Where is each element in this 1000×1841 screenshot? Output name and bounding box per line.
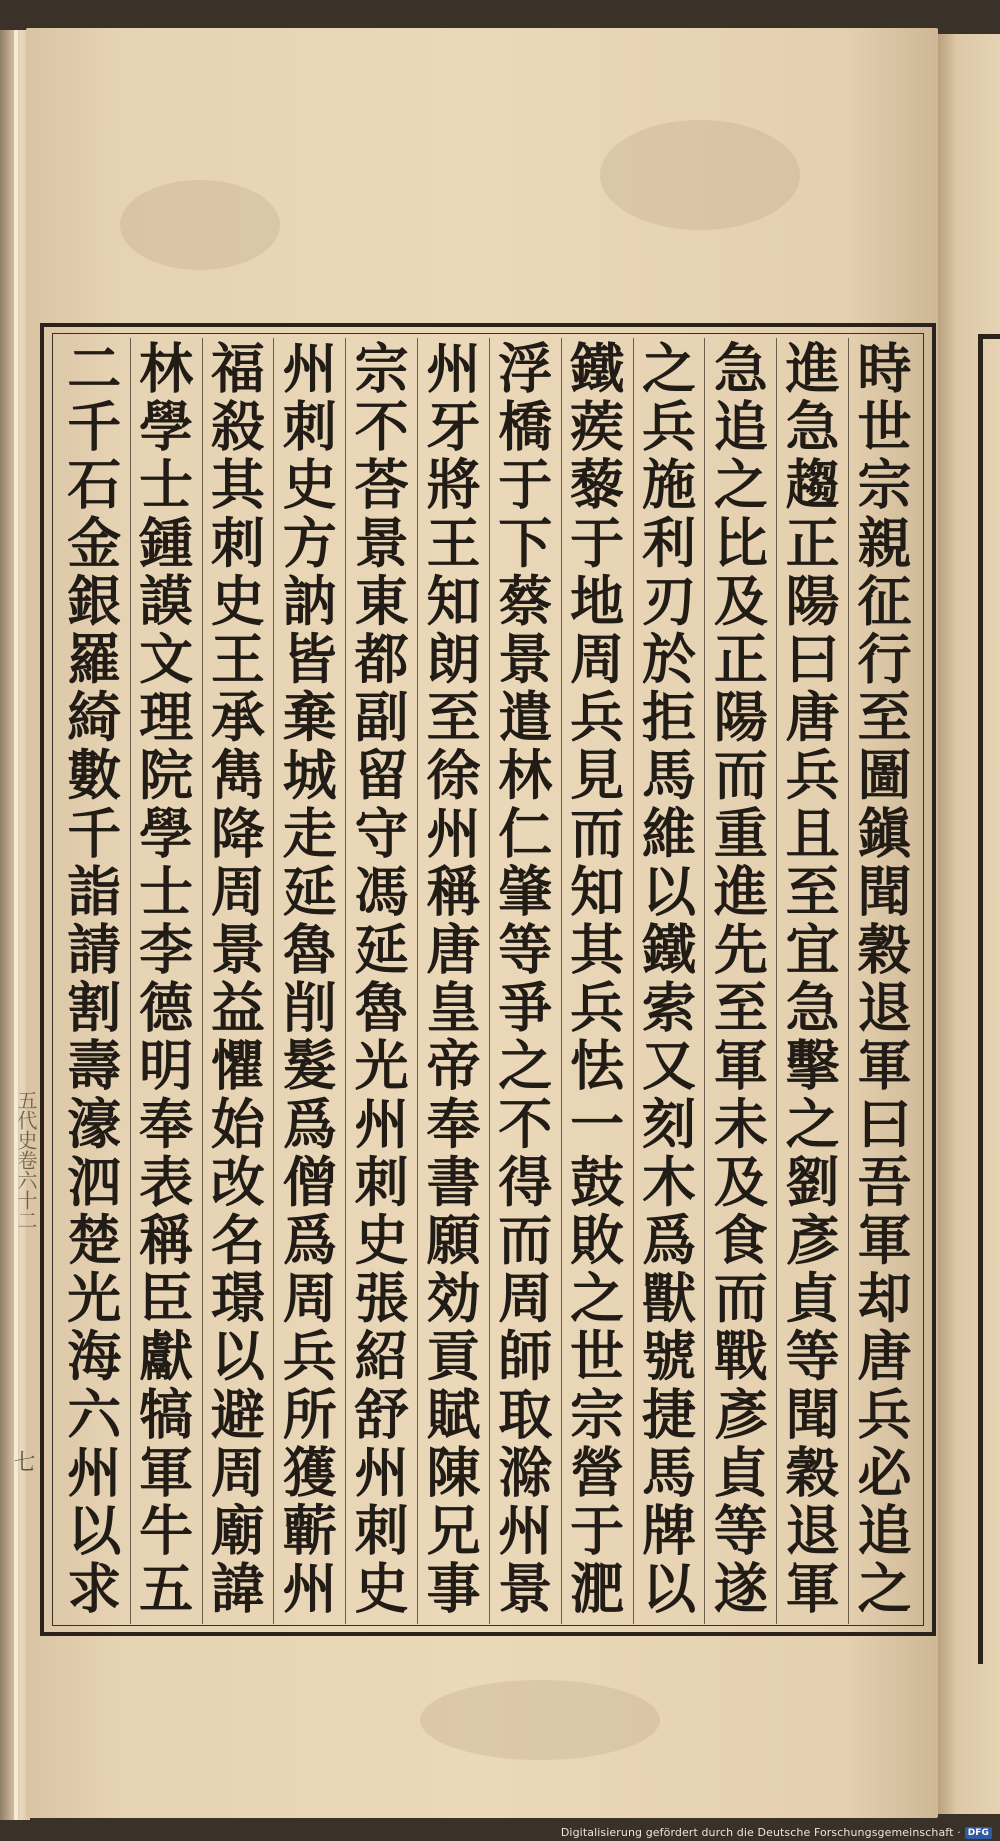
text-column: 州刺史方訥皆棄城走延魯削髮爲僧爲周兵所獲蘄州 xyxy=(273,338,345,1624)
text-column: 進急趨正陽曰唐兵且至宜急擊之劉彥貞等聞穀退軍 xyxy=(776,338,848,1624)
folio-number: 七 xyxy=(10,1450,35,1472)
text-column: 福殺其刺史王承雋降周景益懼始改名璟以避周廟諱 xyxy=(202,338,274,1624)
page-edge-stripe xyxy=(14,30,18,1820)
digitization-credit xyxy=(561,1826,992,1839)
text-column: 宗不荅景東都副留守馮延魯光州刺史張紹舒州刺史 xyxy=(345,338,417,1624)
text-column: 鐵蒺藜于地周兵見而知其兵怯一鼓敗之世宗營于淝 xyxy=(561,338,633,1624)
text-column: 林學士鍾謨文理院學士李德明奉表稱臣獻犒軍牛五 xyxy=(130,338,202,1624)
credit-text: Digitalisierung gefördert durch die Deutsche Forschungsgemeinschaft · xyxy=(560,1826,961,1839)
right-page-frame-top xyxy=(978,334,1000,339)
paper-stain xyxy=(600,120,800,230)
margin-title: 五代史卷六十二 xyxy=(14,1090,38,1230)
text-columns xyxy=(58,338,920,1624)
text-column: 之兵施利刃於拒馬維以鐵索又刻木爲獸號捷馬牌以 xyxy=(633,338,705,1624)
text-column: 州牙將王知朗至徐州稱唐皇帝奉書願効貢賦陳兄事 xyxy=(417,338,489,1624)
text-column: 急追之比及正陽而重進先至軍未及食而戰彥貞等遂 xyxy=(704,338,776,1624)
dfg-logo[interactable]: DFG xyxy=(965,1827,992,1839)
paper-stain xyxy=(120,180,280,270)
right-page-frame-line xyxy=(978,334,983,1664)
text-column: 二千石金銀羅綺數千詣請割壽濠泗楚光海六州以求 xyxy=(58,340,123,1619)
right-page-edge xyxy=(938,34,1000,1814)
text-column: 時世宗親征行至圖鎭聞穀退軍曰吾軍却唐兵必追之 xyxy=(848,338,920,1624)
paper-stain xyxy=(420,1680,660,1760)
text-column: 浮橋于下蔡景遣林仁肇等爭之不得而周師取滁州景 xyxy=(489,338,561,1624)
